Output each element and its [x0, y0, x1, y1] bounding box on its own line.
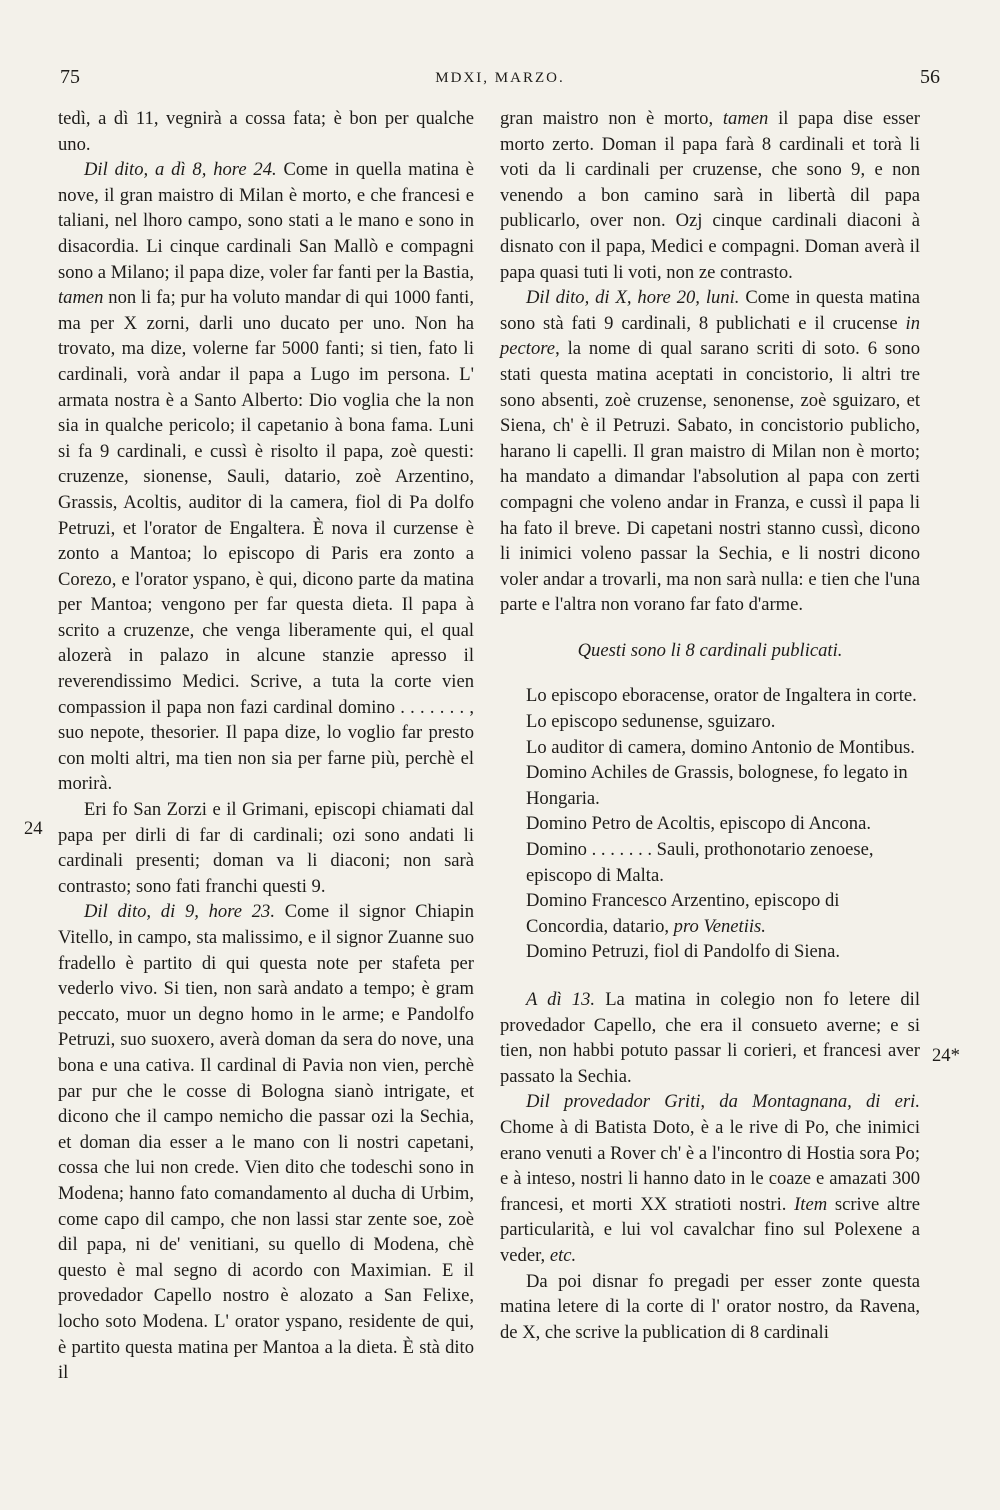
page-header: [60, 66, 940, 94]
paragraph: [58, 157, 474, 797]
paragraph: [58, 899, 474, 1385]
paragraph: Da poi disnar fo pregadi per esser zonte questa matina letere di la corte di l' orator nostro, da Ravena, de X, che scrive la publication di 8 cardinali: [500, 1270, 920, 1343]
paragraph: [500, 1089, 920, 1268]
list-heading: Questi sono li 8 cardinali publicati.: [577, 639, 843, 661]
left-column: [58, 106, 474, 1386]
list-item: Lo episcopo sedunense, sguizaro.: [526, 711, 776, 733]
list-item: Domino . . . . . . . Sauli, prothonotario zenoese, episcopo di Malta.: [526, 839, 874, 886]
running-title: MDXI, MARZO.: [435, 70, 565, 86]
paragraph-text: non li fa; pur ha voluto mandar di qui 1000 fanti, ma per X zorni, darli uno ducato per uno. Non ha trovato, ma dize, volerne far 5000 fanti; si tien, fato li cardinali, vorà andar il papa a Lugo im persona. L' armata nostra è a Santo Alberto: Dio voglia che la non sia in qualche pericolo; il capetanio à bona fama. Luni si fa 9 cardinali, e cussì è risolto il papa, zoè questi: cruzenze, sionense, Sauli, datario, zoè Arzentino, Grassis, Acoltis, auditor di la camera, fiol di Pa dolfo Petruzi, et l'orator de Engaltera. È nova il curzense è zonto a Mantoa; lo episcopo di Paris era zonto a Corezo, e l'orator yspano, è qui, dicono parte da matina per Mantoa; vengono per far questa dieta. Il papa à scrito a cruzenze, che venga liberamente qui, el qual alozerà in palazo in alcune stanzie apresso il reverendissimo Medici. Scrive, a tuta la corte vien compassion il papa non fazi cardinal domino . . . . . . . , suo nepote, thesorier. Il papa dize, lo voglio far presto con molti altri, ma tien non sia per farne più, perchè el morirà.: [58, 287, 474, 795]
date-heading: Dil dito, di 9, hore 23.: [84, 901, 275, 923]
paragraph-text: Chome à di Batista Doto, è a le rive di Po, che inimici erano venuti a Rover ch' è a l'incontro di Hostia sora Po; e à inteso, nostri li hanno dato in le coaze e amazati 300 francesi, et morti XX stratioti nostri.: [500, 1116, 920, 1215]
list-item: Lo episcopo eboracense, orator de Ingaltera in corte.: [526, 685, 917, 707]
page-number-left: 75: [60, 66, 80, 88]
italic-word: in pectore: [500, 312, 920, 360]
page-number-right: 56: [920, 66, 940, 88]
list-item: Domino Achiles de Grassis, bolognese, fo legato in Hongaria.: [526, 762, 908, 809]
italic-word: pro Venetiis.: [673, 915, 766, 937]
date-heading: A dì 13.: [526, 989, 596, 1010]
paragraph-text: gran maistro non è morto,: [500, 108, 723, 129]
date-heading: Dil dito, di X, hore 20, luni.: [526, 287, 740, 309]
paragraph-text: Come in questa matina sono stà fati 9 cardinali, 8 publichati e il crucense: [500, 287, 920, 334]
spacer: [500, 965, 920, 987]
list-item-text: Domino Francesco Arzentino, episcopo di Concordia, datario,: [526, 890, 840, 937]
paragraph-text: Come in quella matina è nove, il gran maistro di Milan è morto, e che francesi e taliani, nel lhoro campo, sono stati a le mano e sono in disacordia. Li cinque cardinali San Mallò e compagni sono a Milano; il papa dize, voler far fanti per la Bastia,: [58, 159, 474, 283]
paragraph-text: Come il signor Chiapin Vitello, in campo, sta malissimo, e il signor Zuanne suo fradello è partito di qui questa note per stafeta per vederlo vivo. Si tien, non sarà andato a tempo; è gram peccato, muor un degno homo in le arme; e Pandolfo Petruzi, suo suoxero, averà doman da sera do nove, una bona e una cativa. Il cardinal di Pavia non vien, perchè par pur che le cosse di Bologna sianò intrigate, et dicono che il campo nemicho die passar ozi la Sechia, et doman dia esser a le mano con li nostri capetani, cossa che lui non crede. Vien dito che todeschi sono in Modena; hanno fato comandamento al ducha di Urbim, come capo dil campo, che non lassi star zente soe, zoè dil papa, ni de' venitiani, su quello di Modena, chè questo è mal segno di acordo con Maximian. E il provedador Capello nostro è alozato a San Felixe, locho soto Modena. L' orator yspano, residente de qui, è partito questa matina per Mantoa a la dieta. È stà dito il: [58, 901, 475, 1384]
date-heading: Dil provedador Griti, da Montagnana, di eri.: [526, 1091, 920, 1113]
italic-word: etc.: [549, 1244, 577, 1266]
date-heading: Dil dito, a dì 8, hore 24.: [84, 159, 277, 181]
paragraph: Eri fo San Zorzi e il Grimani, episcopi chiamati dal papa per dirli di far di cardinali; ozi sono andati li cardinali presenti; doman va li diaconi; non sarà contrasto; sono fati franchi questi 9.: [58, 799, 474, 897]
paragraph-text: il papa dise esser morto zerto. Doman il papa farà 8 cardinali et torà li voti da li cardinali per cruzense, che sono 9, e non venendo a bon camino sarà in libertà dil papa publicarlo, over non. Ozj cinque cardinali diaconi à disnato con il papa, Medici e compagni. Doman averà il papa quasi tuti li voti, non ze contrasto.: [500, 108, 920, 283]
paragraph-text: scrive altre particularità, e lui vol cavalchar fino sul Polexene a veder,: [500, 1193, 920, 1266]
paragraph: tedì, a dì 11, vegnirà a cossa fata; è bon per qualche uno.: [58, 108, 474, 155]
italic-word: tamen: [58, 287, 104, 309]
list-item: Domino Petro de Acoltis, episcopo di Ancona.: [526, 813, 871, 835]
right-column: [500, 106, 920, 1345]
list-item: Lo auditor di camera, domino Antonio de Montibus.: [526, 736, 915, 758]
paragraph-text: , la nome di qual sarano scriti di soto. 6 sono stati questa matina aceptati in concistorio, li altri tre sono absenti, zoè cruzense, senonense, zoè sguizaro, et Siena, ch' è il Petruzi. Sabato, in concistorio publicho, harano li capelli. Il gran maistro di Milan non è morto; ha mandato a dimandar l'absolution al papa con zerti compagni che voleno andar in Franza, e cussì il papa li ha fato il breve. Di capetani nostri stanno cussì, dicono li inimici voleno passar la Sechia, e li nostri dicono voler andar a trovarli, ma non sarà nulla: e tien che l'una parte e l'altra non vorano far fato d'arme.: [500, 338, 920, 616]
paragraph: [500, 285, 920, 618]
margin-number-right: 24*: [932, 1045, 960, 1066]
list-item: [500, 888, 920, 939]
paragraph: [500, 987, 920, 1089]
list-item: Domino Petruzi, fiol di Pandolfo di Siena.: [526, 941, 840, 963]
italic-word: tamen: [722, 108, 769, 129]
paragraph-text: La matina in colegio non fo letere dil provedador Capello, che era il consueto averne; e si tien, non habbi potuto passar li corieri, et francesi aver passato la Sechia.: [500, 989, 920, 1087]
italic-word: Item: [794, 1193, 828, 1215]
paragraph: [500, 106, 920, 285]
margin-number-left: 24: [24, 818, 43, 839]
